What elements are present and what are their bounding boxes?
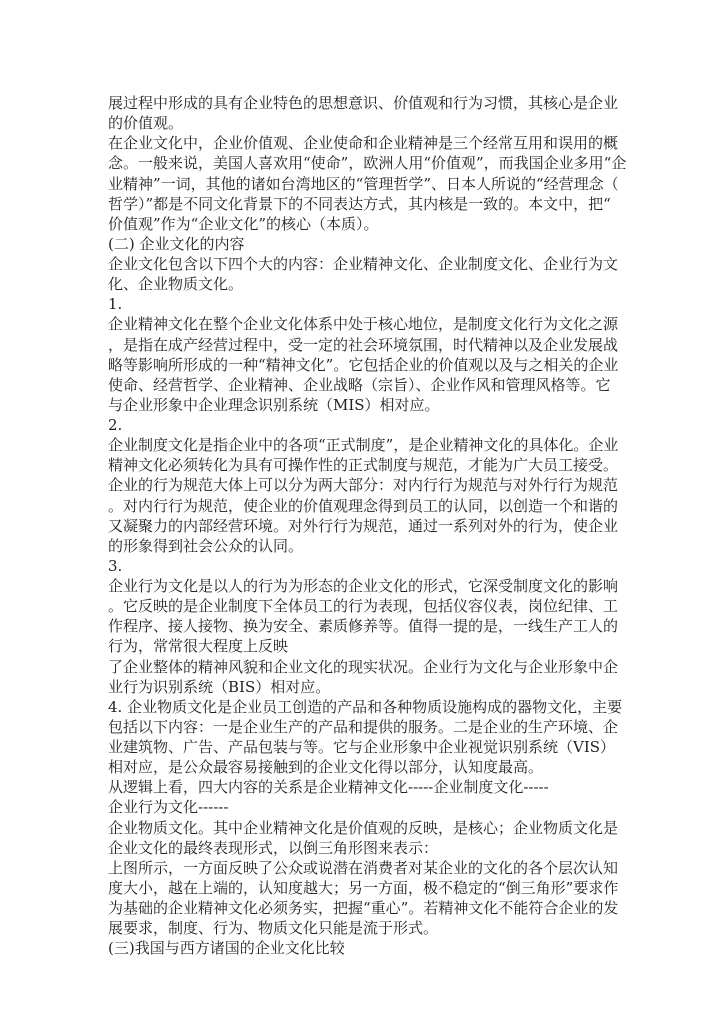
text-line: 的形象得到社会公众的认同。 [108, 536, 304, 555]
text-line: 业精神”一词，其他的诸如台湾地区的“管理哲学”、日本人所说的“经营理念（ [108, 174, 619, 193]
text-line: 了企业整体的精神风貌和企业文化的现实状况。企业行为文化与企业形象中企 [108, 657, 619, 676]
text-line: 为基础的企业精神文化必须务实，把握“重心”。若精神文化不能符合企业的发 [108, 899, 619, 917]
text-line: ，是指在成产经营过程中，受一定的社会环境氛围，时代精神以及企业发展战 [108, 335, 619, 354]
text-line: 企业文化的最终表现形式，以倒三角形图来表示： [108, 838, 439, 857]
text-line: (二) 企业文化的内容 [108, 234, 245, 253]
text-line: 念。一般来说，美国人喜欢用“使命”，欧洲人用“价值观”，而我国企业多用“企 [108, 154, 627, 173]
text-line: 企业物质文化。其中企业精神文化是价值观的反映，是核心；企业物质文化是 [108, 818, 619, 837]
text-line: 企业精神文化在整个企业文化体系中处于核心地位，是制度文化行为文化之源 [108, 315, 619, 334]
text-line: 包括以下内容：一是企业生产的产品和提供的服务。二是企业的生产环境、企 [108, 717, 619, 736]
document-body [108, 93, 627, 958]
text-line: 相对应，是公众最容易接触到的企业文化得以部分，认知度最高。 [108, 758, 544, 777]
text-line: 精神文化必须转化为具有可操作性的正式制度与规范，才能为广大员工接受。 [108, 456, 619, 475]
text-line: 与企业形象中企业理念识别系统（MIS）相对应。 [108, 395, 440, 414]
text-line: 1. [108, 295, 123, 314]
text-line: 展过程中形成的具有企业特色的思想意识、价值观和行为习惯，其核心是企业 [108, 94, 619, 112]
text-line: 3. [108, 556, 123, 575]
text-line: 。它反映的是企业制度下全体员工的行为表现，包括仪容仪表，岗位纪律、工 [108, 597, 619, 616]
text-line: 作程序、接人接物、换为安全、素质修养等。值得一提的是，一线生产工人的 [108, 617, 619, 636]
text-line: 的价值观。 [108, 114, 184, 133]
text-line: 4. 企业物质文化是企业员工创造的产品和各种物质设施构成的器物文化，主要 [108, 697, 623, 716]
text-line: 从逻辑上看，四大内容的关系是企业精神文化-----企业制度文化----- [108, 778, 549, 797]
text-line: 化、企业物质文化。 [108, 275, 244, 294]
text-line: 又凝聚力的内部经营环境。对外行行为规范，通过一系列对外的行为，使企业 [108, 516, 619, 535]
text-line: 企业行为文化------ [108, 798, 229, 817]
text-line: 业行为识别系统（BIS）相对应。 [108, 677, 331, 696]
text-line: 在企业文化中，企业价值观、企业使命和企业精神是三个经常互用和误用的概 [108, 134, 619, 153]
text-line: 2. [108, 416, 123, 434]
text-line: 企业文化包含以下四个大的内容：企业精神文化、企业制度文化、企业行为文 [108, 255, 619, 273]
text-line: 使命、经营哲学、企业精神、企业战略（宗旨）、企业作风和管理风格等。它 [108, 375, 611, 394]
text-line: 行为，常常很大程度上反映 [108, 637, 289, 656]
text-line: 企业行为文化是以人的行为为形态的企业文化的形式，它深受制度文化的影响 [108, 577, 619, 595]
text-line: 业建筑物、广告、产品包装与等。它与企业形象中企业视觉识别系统（VIS） [108, 738, 616, 756]
text-line: (三)我国与西方诸国的企业文化比较 [108, 939, 345, 958]
text-line: 哲学）”都是不同文化背景下的不同表达方式，其内核是一致的。本文中，把“ [108, 194, 611, 213]
text-line: 价值观”作为“企业文化”的核心（本质）。 [108, 214, 379, 233]
text-line: 企业制度文化是指企业中的各项“正式制度”，是企业精神文化的具体化。企业 [108, 436, 619, 455]
text-line: 度大小，越在上端的，认知度越大；另一方面，极不稳定的“倒三角形”要求作 [108, 878, 619, 897]
text-line: 略等影响所形成的一种“精神文化”。它包括企业的价值观以及与之相关的企业 [108, 355, 619, 374]
text-line: 。对内行行为规范，使企业的价值观理念得到员工的认同，以创造一个和谐的 [108, 496, 619, 515]
text-line: 企业的行为规范大体上可以分为两大部分：对内行行为规范与对外行行为规范 [108, 476, 619, 495]
text-line: 上图所示，一方面反映了公众或说潜在消费者对某企业的文化的各个层次认知 [108, 858, 619, 877]
text-line: 展要求，制度、行为、物质文化只能是流于形式。 [108, 919, 439, 938]
